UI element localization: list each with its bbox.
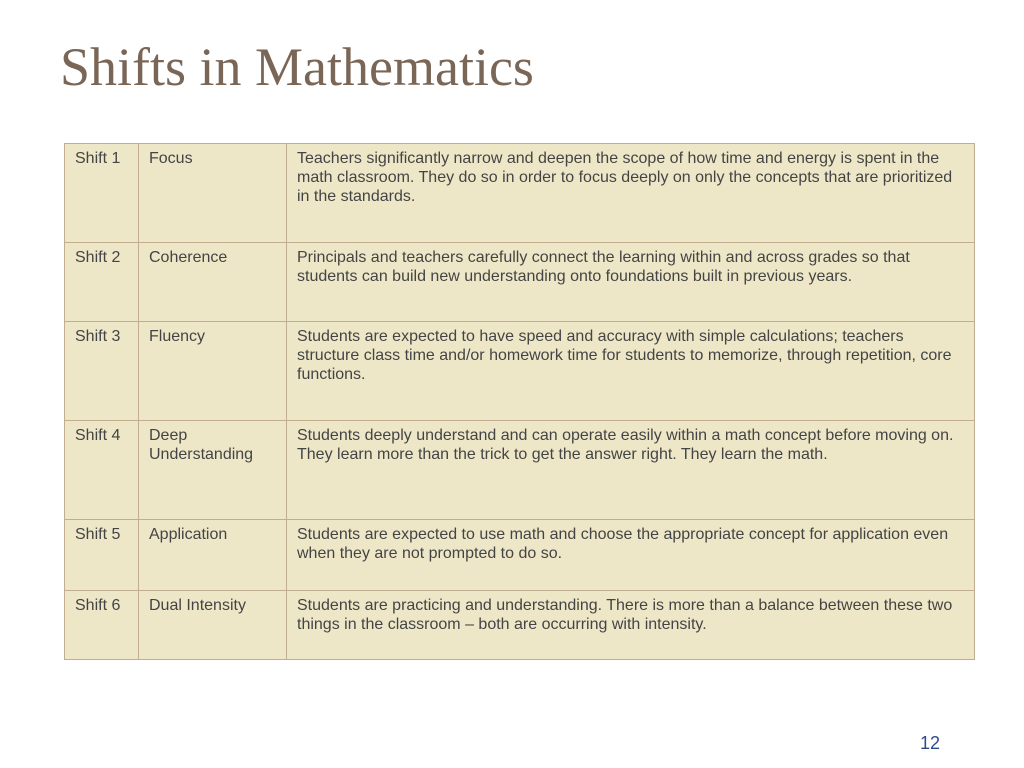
shifts-table (64, 143, 975, 660)
shift-number-cell: Shift 1 (65, 144, 139, 243)
shift-name-cell: Focus (139, 144, 287, 243)
table-row (65, 243, 975, 322)
table-row (65, 322, 975, 421)
shift-name-cell: Deep Understanding (139, 421, 287, 520)
shift-name-cell: Application (139, 520, 287, 591)
shift-number-cell: Shift 6 (65, 591, 139, 660)
shift-description-cell: Teachers significantly narrow and deepen the scope of how time and energy is spent in the math classroom. They do so in order to focus deeply on only the concepts that are prioritized in the standards. (287, 144, 975, 243)
shift-description-cell: Principals and teachers carefully connect the learning within and across grades so that students can build new understanding onto foundations built in previous years. (287, 243, 975, 322)
table-row (65, 144, 975, 243)
shift-description-cell: Students are expected to have speed and accuracy with simple calculations; teachers structure class time and/or homework time for students to memorize, through repetition, core functions. (287, 322, 975, 421)
table-row (65, 421, 975, 520)
shift-name-cell: Coherence (139, 243, 287, 322)
table-row (65, 520, 975, 591)
shift-description-cell: Students are practicing and understanding. There is more than a balance between these two things in the classroom – both are occurring with intensity. (287, 591, 975, 660)
slide-title: Shifts in Mathematics (60, 37, 534, 97)
shift-description-cell: Students deeply understand and can operate easily within a math concept before moving on. They learn more than the trick to get the answer right. They learn the math. (287, 421, 975, 520)
table-row (65, 591, 975, 660)
page-number: 12 (919, 733, 940, 753)
shift-number-cell: Shift 5 (65, 520, 139, 591)
shift-number-cell: Shift 4 (65, 421, 139, 520)
shift-name-cell: Dual Intensity (139, 591, 287, 660)
shift-number-cell: Shift 2 (65, 243, 139, 322)
shift-name-cell: Fluency (139, 322, 287, 421)
shift-description-cell: Students are expected to use math and choose the appropriate concept for application even when they are not prompted to do so. (287, 520, 975, 591)
shift-number-cell: Shift 3 (65, 322, 139, 421)
